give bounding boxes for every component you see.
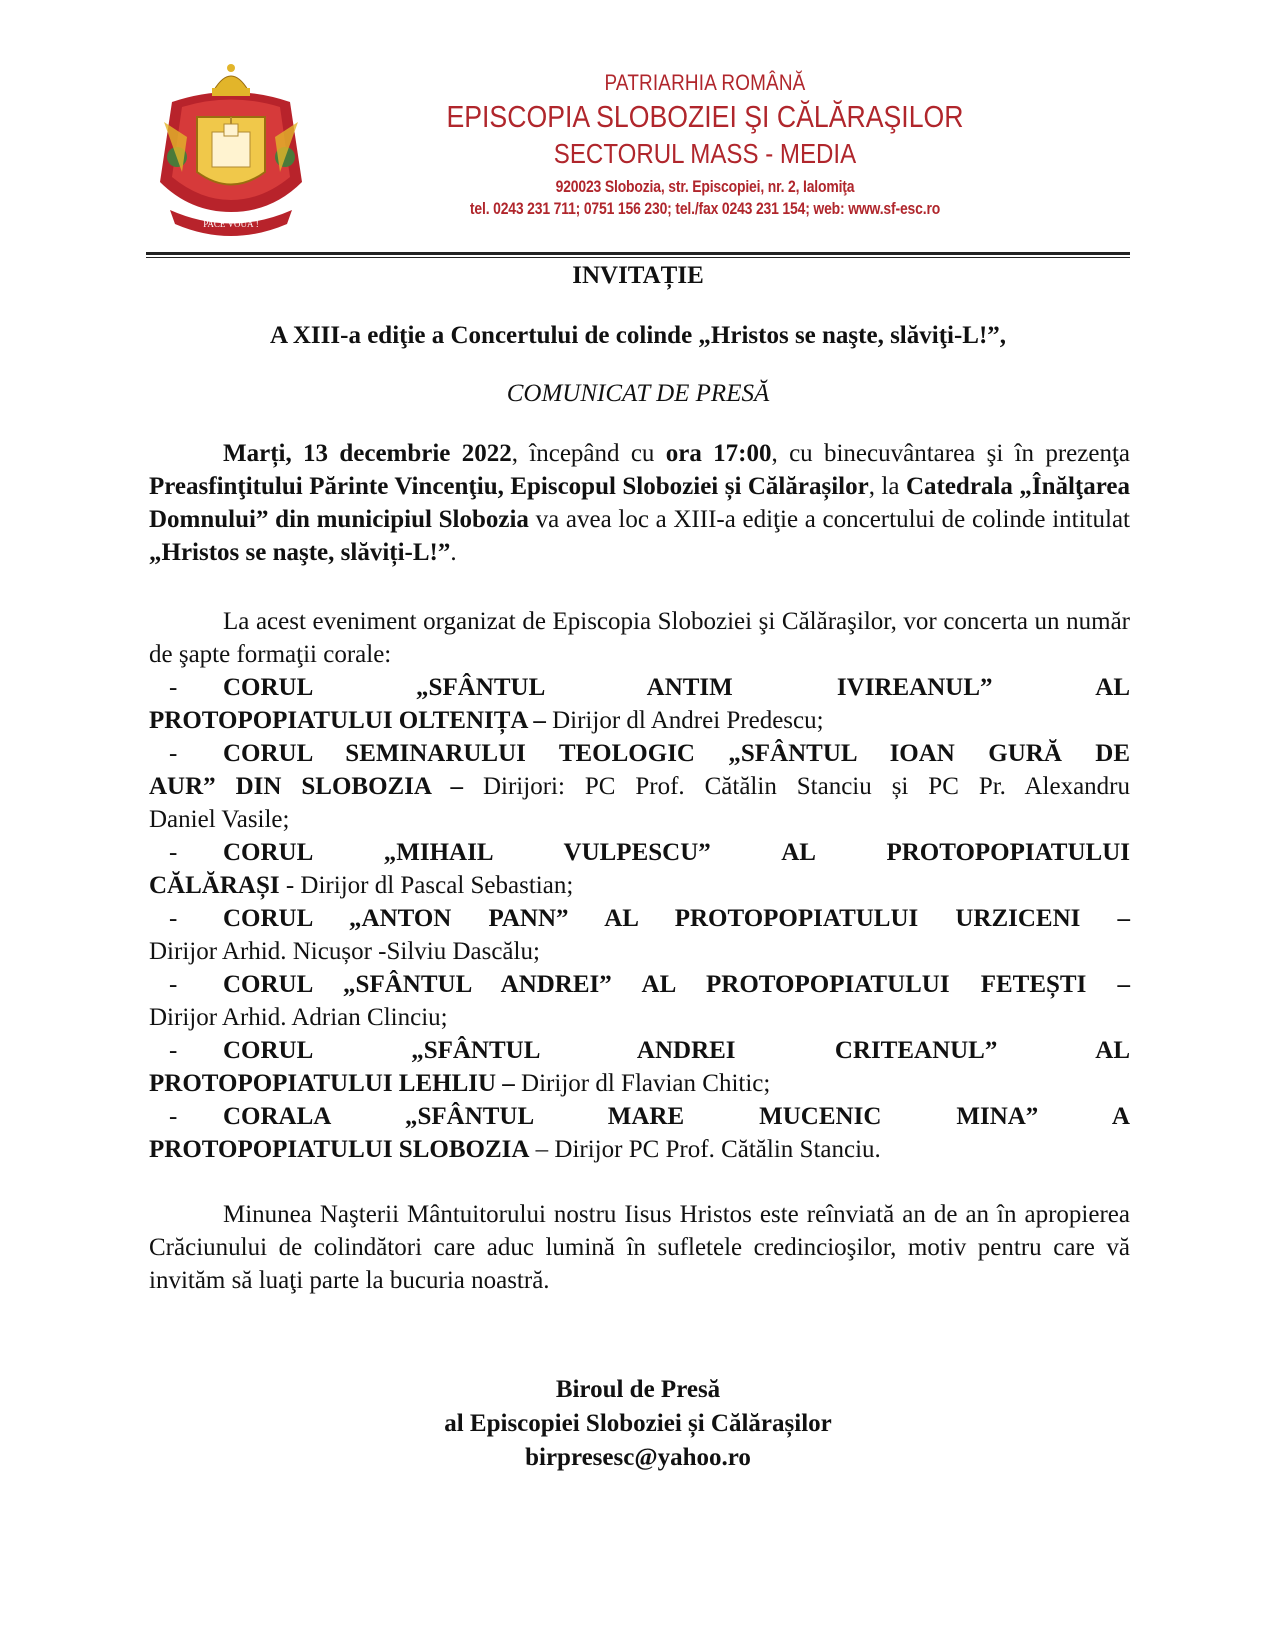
choir-name: CORUL „MIHAIL VULPESCU” AL PROTOPOPIATULUI: [223, 839, 1130, 866]
event-date: Marți, 13 decembrie 2022: [223, 440, 512, 467]
choir-name-cont: PROTOPOPIATULUI OLTENIȚA –: [149, 707, 546, 734]
text-fragment: va avea loc a XIII-a ediţie a concertului de colinde intitulat: [528, 506, 1130, 533]
bishop-name: Preasfinţitului Părinte Vincenţiu, Episcopul Sloboziei și Călărașilor: [149, 473, 869, 500]
closing-text: Minunea Naşterii Mântuitorului nostru Iisus Hristos este reînviată an de an în apropierea Crăciunului de colindători care aduc lumină în sufletele credincioşilor, motiv pentru care vă invităm să luaţi parte la bucuria noastră.: [149, 1201, 1130, 1294]
letterhead-address: 920023 Slobozia, str. Episcopiei, nr. 2, Ialomiţa: [555, 177, 855, 196]
list-dash: -: [169, 971, 178, 998]
letterhead-patriarchate: PATRIARHIA ROMÂNĂ: [604, 70, 806, 95]
list-dash: -: [169, 1037, 178, 1064]
choir-name: CORUL „SFÂNTUL ANTIM IVIREANUL” AL: [223, 674, 1130, 701]
press-release-label: COMUNICAT DE PRESĂ: [506, 380, 770, 407]
list-item: [149, 902, 1130, 968]
text-fragment: , cu binecuvântarea şi în prezenţa: [771, 440, 1130, 467]
letterhead-contact: tel. 0243 231 711; 0751 156 230; tel./fax 0243 231 154; web: www.sf-esc.ro: [469, 199, 941, 218]
choir-name: CORALA „SFÂNTUL MARE MUCENIC MINA” A: [223, 1103, 1130, 1130]
event-time: ora 17:00: [665, 440, 772, 467]
paragraph-intro-choirs: [149, 605, 1130, 671]
list-item: [149, 968, 1130, 1034]
list-item: [149, 836, 1130, 902]
paragraph-event-details: [149, 437, 1130, 569]
list-item: [149, 1034, 1130, 1100]
venue-name: Catedrala „Înălţarea Domnului” din municipiul Slobozia: [149, 473, 1130, 533]
choir-conductor-cont: Daniel Vasile;: [149, 806, 290, 833]
choir-conductor: – Dirijor PC Prof. Cătălin Stanciu.: [529, 1136, 881, 1163]
crest-motto: PACE VOUĂ !: [203, 219, 259, 229]
concert-title: „Hristos se naşte, slăviți-L!”: [149, 539, 451, 566]
list-item: [149, 1100, 1130, 1166]
choir-name: CORUL „ANTON PANN” AL PROTOPOPIATULUI URZICENI –: [223, 905, 1130, 932]
choir-conductor: - Dirijor dl Pascal Sebastian;: [279, 872, 574, 899]
choir-conductor: Dirijor dl Andrei Predescu;: [545, 707, 824, 734]
choir-name-cont: AUR” DIN SLOBOZIA –: [149, 773, 464, 800]
list-item: [149, 737, 1130, 836]
choir-name-cont: CĂLĂRAȘI: [149, 872, 280, 899]
text-fragment: , începând cu: [511, 440, 666, 467]
document-subtitle: A XIII-a ediţie a Concertului de colinde „Hristos se naşte, slăviţi-L!”,: [269, 322, 1007, 349]
paragraph-closing: [149, 1198, 1130, 1297]
choir-list: [149, 671, 1130, 1166]
choir-name-cont: PROTOPOPIATULUI SLOBOZIA: [149, 1136, 530, 1163]
letterhead: [350, 70, 1060, 220]
header-divider-thin: [146, 257, 1130, 258]
signature-institution: al Episcopiei Sloboziei și Călărașilor: [444, 1410, 832, 1437]
choir-conductor: Dirijor dl Flavian Chitic;: [514, 1070, 771, 1097]
letterhead-diocese: EPISCOPIA SLOBOZIEI ŞI CĂLĂRAŞILOR: [446, 99, 964, 134]
list-item: [149, 671, 1130, 737]
list-dash: -: [169, 839, 178, 866]
choir-name-cont: PROTOPOPIATULUI LEHLIU –: [149, 1070, 515, 1097]
list-dash: -: [169, 674, 178, 701]
text-fragment: , la: [868, 473, 906, 500]
list-dash: -: [169, 1103, 178, 1130]
choir-name: CORUL SEMINARULUI TEOLOGIC „SFÂNTUL IOAN GURĂ DE: [223, 740, 1130, 767]
letterhead-department: SECTORUL MASS - MEDIA: [553, 138, 857, 169]
header-divider: [146, 252, 1130, 255]
text-fragment: .: [450, 539, 457, 566]
signature-block: [146, 1373, 1130, 1475]
signature-office: Biroul de Presă: [555, 1376, 721, 1403]
choir-name: CORUL „SFÂNTUL ANDREI” AL PROTOPOPIATULUI FETEȘTI –: [223, 971, 1130, 998]
document-title: INVITAȚIE: [572, 262, 704, 289]
choir-conductor: Dirijor Arhid. Nicușor -Silviu Dascălu;: [149, 938, 540, 965]
signature-email: birpresesc@yahoo.ro: [525, 1444, 751, 1471]
episcopal-crest-logo: [152, 62, 310, 240]
intro-text: La acest eveniment organizat de Episcopia Sloboziei şi Călăraşilor, vor concerta un număr de şapte formaţii corale:: [149, 608, 1130, 668]
choir-conductor: Dirijori: PC Prof. Cătălin Stanciu și PC Pr. Alexandru: [463, 773, 1130, 800]
choir-name: CORUL „SFÂNTUL ANDREI CRITEANUL” AL: [223, 1037, 1130, 1064]
list-dash: -: [169, 905, 178, 932]
choir-conductor: Dirijor Arhid. Adrian Clinciu;: [149, 1004, 448, 1031]
list-dash: -: [169, 740, 178, 767]
